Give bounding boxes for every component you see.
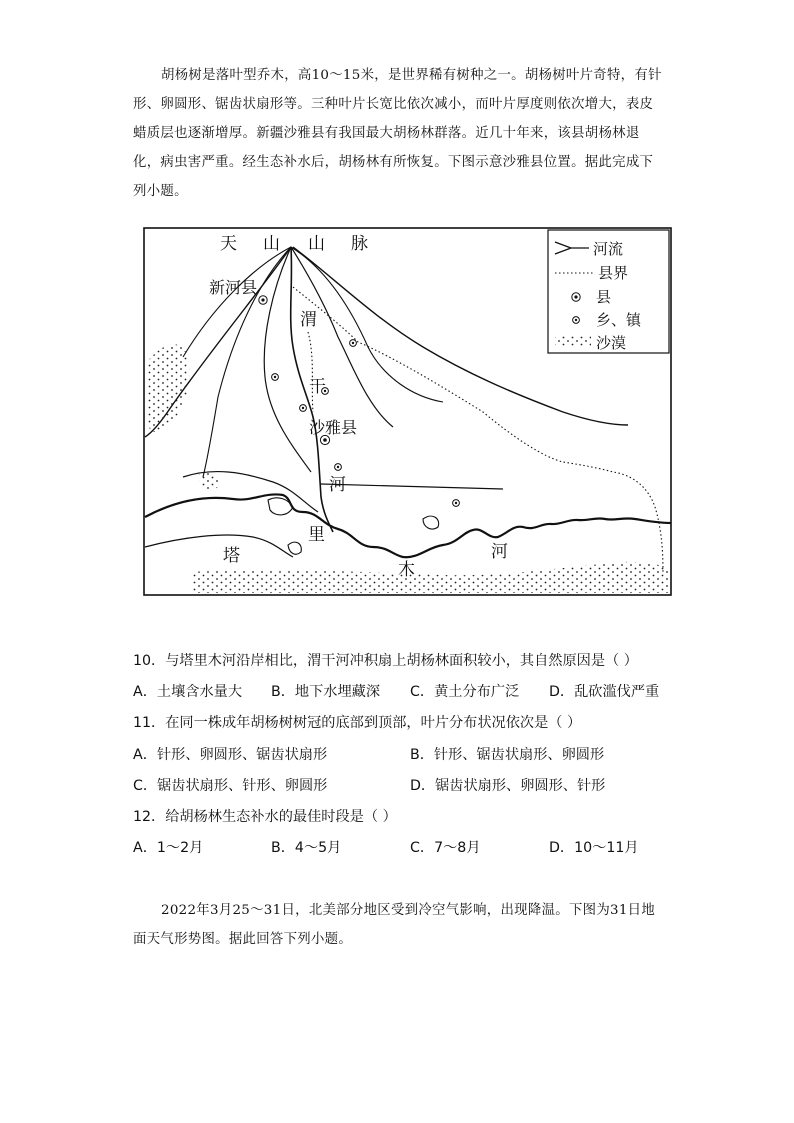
label-gan: 干 [309, 377, 326, 397]
label-tian: 天 [220, 234, 237, 254]
label-shaya-county: 沙雅县 [309, 418, 358, 437]
intro-paragraph-poplar: 胡杨树是落叶型乔木，高10～15米，是世界稀有树种之一。胡杨树叶片奇特，有针形、卵圆形、锯齿状扇形等。三种叶片长宽比依次减小，而叶片厚度则依次增大，表皮蜡质层也逐渐增厚。新疆沙雅县有我国最大胡杨林群落。近几十年来，该县胡杨林退化，病虫害严重。经生态补水后，胡杨林有所恢复。下图示意沙雅县位置。据此完成下列小题。 [133, 68, 662, 199]
question-11-option-d: D．锯齿状扇形、卵圆形、针形 [410, 778, 606, 794]
question-12-stem: 12．给胡杨林生态补水的最佳时段是（ ） [133, 809, 397, 825]
question-12-option-a: A．1～2月 [133, 840, 204, 856]
question-11-option-a: A．针形、卵圆形、锯齿状扇形 [133, 747, 328, 763]
label-shan1: 山 [263, 234, 280, 254]
question-10-option-d: D．乱砍滥伐严重 [549, 684, 660, 700]
label-mai: 脉 [351, 234, 368, 254]
question-11-option-b: B．针形、锯齿状扇形、卵圆形 [410, 747, 605, 763]
question-12-option-d: D．10～11月 [549, 840, 639, 856]
county-seat-xinhe [259, 296, 267, 304]
question-10-option-b: B．地下水埋藏深 [271, 684, 381, 700]
legend-county-symbol [572, 293, 580, 301]
question-10-option-c: C．黄土分布广泛 [410, 684, 520, 700]
legend-desert-label: 沙漠 [596, 334, 627, 352]
label-he-1: 河 [329, 475, 346, 495]
question-10-option-a: A．土壤含水量大 [133, 684, 243, 700]
legend-county-label: 县 [596, 288, 612, 306]
label-ta: 塔 [223, 546, 240, 566]
shaya-county-map [143, 227, 672, 596]
label-he-2: 河 [491, 542, 508, 562]
question-12-option-b: B．4～5月 [271, 840, 342, 856]
legend-border-label: 县界 [598, 264, 629, 282]
label-mu: 木 [398, 560, 415, 580]
label-xinhe-county: 新河县 [209, 278, 258, 297]
label-li: 里 [308, 525, 325, 545]
question-12-option-c: C．7～8月 [410, 840, 481, 856]
label-shan2: 山 [308, 234, 325, 254]
legend-town-symbol [573, 317, 580, 324]
question-10-stem: 10．与塔里木河沿岸相比，渭干河冲积扇上胡杨林面积较小，其自然原因是（ ） [133, 653, 638, 669]
question-11-stem: 11．在同一株成年胡杨树树冠的底部到顶部，叶片分布状况依次是（ ） [133, 715, 582, 731]
question-11-option-c: C．锯齿状扇形、针形、卵圆形 [133, 778, 328, 794]
map-legend [548, 230, 669, 353]
intro-paragraph-north-america: 2022年3月25～31日，北美部分地区受到冷空气影响，出现降温。下图为31日地面天气形势图。据此回答下列小题。 [133, 903, 656, 947]
legend-town-label: 乡、镇 [596, 311, 642, 329]
label-wei: 渭 [300, 310, 317, 330]
legend-river-label: 河流 [593, 240, 624, 258]
legend-desert-symbol [555, 335, 591, 347]
